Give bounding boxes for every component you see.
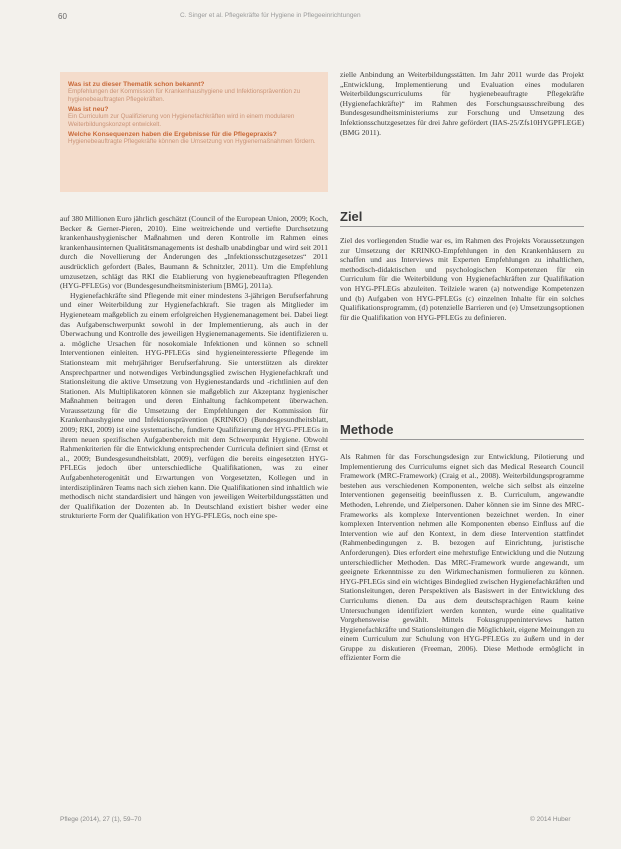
- page-number: 60: [58, 12, 67, 21]
- left-paragraph-2: Hygienefachkräfte sind Pflegende mit einer mindestens 3-jährigen Berufserfahrung und einer Weiterbildung zur Hygienefachkraft. Sie tragen als Mitglieder im Hygieneteam maßgeblich zu einem erfolgreichen Hygienemanagement bei. Dabei liegt das Aufgabenschwerpunkt sowohl in der Implementierung, als auch in der Überwachung und Kontrolle des jeweiligen Hygienemanagements. Sie identifizieren u. a. mögliche Ursachen für nosokomiale Infektionen und können so schnell Interventionen einleiten. HYG-PFLEGs sind hygieneinteressierte Pflegende im Stationsteam mit mehrjähriger Berufserfahrung. Sie unterstützen als direkter Ansprechpartner und notwendiges Verbindungsglied zwischen Hygienefachkraft und Stationsleitung die aktive Umsetzung von Hygienestandards und -richtlinien auf den Stationen. Als Multiplikatoren können sie maßgeblich zur Akzeptanz hygienischer Maßnahmen beitragen und deren Einhaltung fachkompetent überwachen. Voraussetzung für die Umsetzung der Empfehlungen der Kommission für Krankenhaushygiene und Infektionsprävention (KRINKO) (Bundesgesundheitsblatt, 2009; RKI, 2009) ist eine systematische, fundierte Qualifizierung der HYG-PFLEGs in ihrem neuen spezifischen Aufgabenbereich mit dem Schwerpunkt Hygiene. Obwohl Rahmenkriterien für die Entwicklung entsprechender Curricula definiert sind (Ernst et al., 2009; Bundesgesundheitsblatt, 2009), verfügen die bereits eingesetzten HYG-PFLEGs jedoch über unterschiedliche Qualifikationen, was zu einer Aufgabenheterogenität und Erwartungen von Vorgesetzten, Kollegen und in interdisziplinären Teams nach sich ziehen kann. Die Qualifikationen sind inhaltlich wie methodisch nicht standardisiert und hängen von jeweiligen Weiterbildungsstätten und der Qualifikation der Dozenten ab. In Deutschland existiert bisher weder eine strukturierte Form der Qualifikation von HYG-PFLEGs, noch eine spe-: [60, 290, 328, 521]
- right-column-intro-text: [340, 70, 584, 188]
- box-answer-1: Empfehlungen der Kommission für Krankenhaushygiene und Infektionsprävention zu hygienebeauftragten Pflegekräften.: [68, 88, 301, 103]
- running-head: C. Singer et al. Pflegekräfte für Hygiene in Pflegeeinrichtungen: [180, 12, 361, 19]
- box-question-1: Was ist zu dieser Thematik schon bekannt?: [68, 81, 205, 88]
- box-question-3: Welche Konsequenzen haben die Ergebnisse für die Pflegepraxis?: [68, 131, 277, 139]
- methode-paragraph: Als Rahmen für das Forschungsdesign zur Entwicklung, Pilotierung und Implementierung des Curriculums eignet sich das Medical Research Council Framework (MRC-Framework) (Craig et al., 2008). Weiterbildungsprogramme bestehen aus verschiedenen Komponenten, welche sich selbst als einzelne Interventionen gegenseitig beeinflussen z. B. Curriculum, angewandte Methoden, Lehrende, und Zielpersonen. Daher können sie im Sinne des MRC-Frameworks als komplexe Interventionen bezeichnet werden. In einer komplexen Intervention nehmen alle Komponenten ebenso Einfluss auf die Intervention wie auf den Kontext, in dem diese Intervention stattfindet (Rahmenbedingungen z. B. bezogen auf Einrichtung, juristische Anforderungen). Dies erfordert eine mehrstufige Entwicklung und die Nutzung unterschiedlicher Methoden. Das MRC-Framework wurde angewandt, um geeignete Erkenntnisse zu den Wirkmechanismen formulieren zu können. HYG-PFLEGs sind ein wichtiges Bindeglied zwischen Hygienefachkräften und Stationsleitungen, deren Perspektiven als Basiswert in der Entwicklung des Curriculums dienen. Da aus dem deutschsprachigen Raum keine Untersuchungen identifiziert werden konnten, wurde eine qualitative Vorgehensweise gewählt. Mittels Fokusgruppeninterviews hatten Hygienefachkräfte und Stationsleitungen die Möglichkeit, eigene Meinungen zu einem Curriculum zur Schulung von HYG-PFLEGs zu äußern und in der Gruppe zu diskutieren (Freeman, 2006). Diese Methode ermöglicht in effizienter Form die: [340, 452, 584, 663]
- footer-citation: Pflege (2014), 27 (1), 59–70: [60, 816, 142, 823]
- key-questions-box: [60, 72, 328, 192]
- methode-section-text: [340, 452, 584, 812]
- left-paragraph-1: auf 380 Millionen Euro jährlich geschätzt (Council of the European Union, 2009; Koch, Becker & Gerner-Pieren, 2010). Eine weitreichende und vertiefte Durchsetzung krankenhaushygienischer Maßnahmen und deren Kontrolle im Rahmen eines krankenhausinternen Qualitätsmanagements ist deshalb unabdingbar und wird seit 2011 durch die Novellierung der Änderungen des „Infektionsschutzgesetzes“ 2011 ausdrücklich gefordert (Bales, Baumann & Schnitzler, 2011). Um die Empfehlung umzusetzen, schlägt das RKI die Etablierung von hygienebeauftragten Pflegenden (HYG-PFLEGs) vor (Bundesgesundheitsministerium [BMG], 2011a).: [60, 214, 328, 291]
- ziel-paragraph: Ziel des vorliegenden Studie war es, im Rahmen des Projekts Voraussetzungen zur Umsetzung der KRINKO-Empfehlungen in den Krankenhäusern zu schaffen und aus Interviews mit Experten Empfehlungen zu inhaltlichen, methodisch-didaktischen und psychologischen Kompetenzen für ein Curriculum für die Weiterbildung von Hygienefachkräften zur Qualifikation von HYG-PFLEGs abzuleiten. Teilziele waren (a) notwendige Kompetenzen und (b) Aufgaben von HYG-PFLEGs (c) einzelnen Inhalte für ein solches Qualifikationsprogramm, (d) potenzielle Barrieren und (e) Umsetzungsoptionen für die Qualifikation von HYG-PFLEGs zu definieren.: [340, 236, 584, 322]
- box-answer-3: Hygienebeauftragte Pflegekräfte können die Umsetzung von Hygienemaßnahmen fördern.: [68, 138, 316, 146]
- right-intro-paragraph: zielle Anbindung an Weiterbildungsstätten. Im Jahr 2011 wurde das Projekt „Entwicklung, Implementierung und Evaluation eines modularen Weiterbildungscurriculums für hygienebeauftragte Pflegekräfte (Hygienefachkräfte)“ im Rahmen des Forschungsausschreibung des Bundesgesundheitsministeriums zur Forschung und Umsetzung des Infektionsschutzgesetzes für drei Jahre gefördert (IIAS-25/Zfs10HYGPFLEGE) (BMG 2011).: [340, 70, 584, 137]
- left-column-text: [60, 214, 328, 814]
- ziel-section-text: [340, 236, 584, 358]
- section-heading-ziel: Ziel: [340, 209, 584, 227]
- box-question-2: Was ist neu?: [68, 106, 109, 114]
- section-heading-methode: Methode: [340, 422, 584, 440]
- box-answer-2: Ein Curriculum zur Qualifizierung von Hygienefachkräften wird in einem modularen Weiterbildungskonzept entwickelt.: [68, 113, 295, 128]
- footer-copyright: © 2014 Huber: [530, 816, 571, 823]
